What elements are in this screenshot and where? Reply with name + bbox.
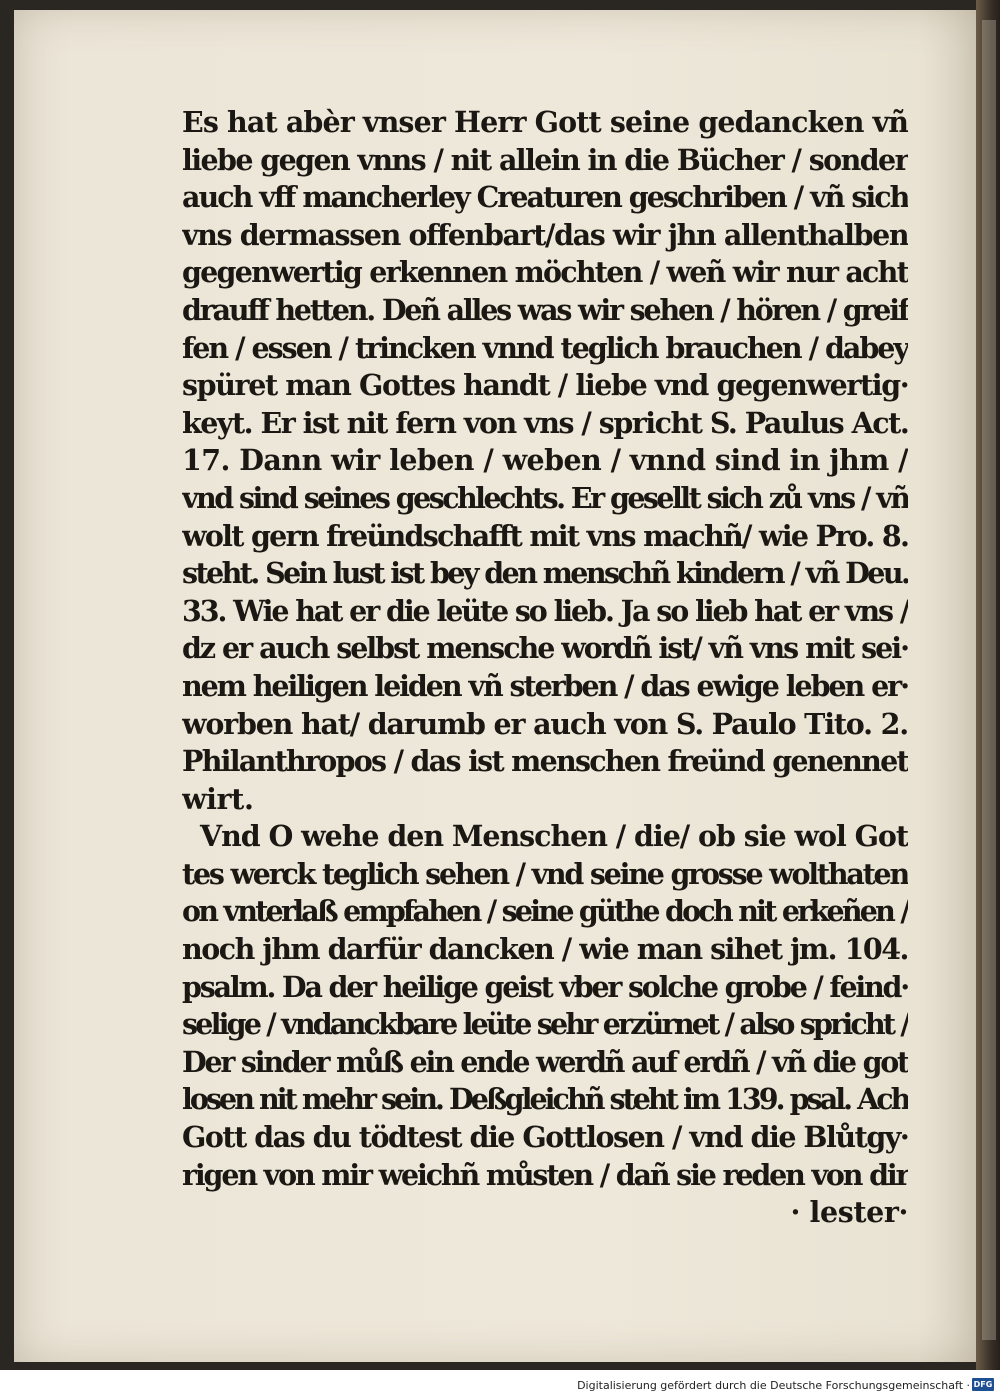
text-line: auch vff mancherley Creaturen geschriben / vñ sich xyxy=(182,180,908,215)
text-line: tes werck teglich sehen / vnd seine grosse wolthaten xyxy=(182,856,908,891)
text-line: wirt. xyxy=(182,781,254,816)
text-line: nem heiligen leiden vñ sterben / das ewige leben er· xyxy=(182,668,908,703)
text-line: Philanthropos / das ist menschen freünd genennet xyxy=(182,744,908,779)
text-line: liebe gegen vnns / nit allein in die Bücher / sonder xyxy=(182,142,908,177)
text-line: losen nit mehr sein. Deßgleichñ steht im 139. psal. Ach xyxy=(182,1082,908,1117)
text-line: fen / essen / trincken vnnd teglich brauchen / dabey xyxy=(182,330,908,365)
text-line: spüret man Gottes handt / liebe vnd gegenwertig· xyxy=(182,368,908,403)
text-line: steht. Sein lust ist bey den menschñ kindern / vñ Deu. xyxy=(182,556,908,591)
text-line: Es hat abèr vnser Herr Gott seine gedancken vñ xyxy=(182,105,908,139)
digitization-credit: Digitalisierung gefördert durch die Deutsche Forschungsgemeinschaft · xyxy=(577,1379,970,1392)
page-text xyxy=(182,104,908,1232)
text-line: rigen von mir weichñ můsten / dañ sie reden von dir xyxy=(182,1157,908,1192)
text-line: wolt gern freündschafft mit vns machñ/ wie Pro. 8. xyxy=(182,518,908,553)
text-line: gegenwertig erkennen möchten / weñ wir nur acht xyxy=(182,255,908,290)
text-line: keyt. Er ist nit fern von vns / spricht S. Paulus Act. xyxy=(182,405,908,440)
text-line: 33. Wie hat er die leüte so lieb. Ja so lieb hat er vns / xyxy=(182,593,908,628)
text-line: worben hat/ darumb er auch von S. Paulo Tito. 2. xyxy=(182,706,908,741)
text-line: selige / vndanckbare leüte sehr erzürnet / also spricht / xyxy=(182,1007,908,1042)
catchword: · lester· xyxy=(790,1195,908,1230)
text-line: vnd sind seines geschlechts. Er gesellt sich zů vns / vñ xyxy=(182,480,908,515)
adjacent-page-strip xyxy=(982,20,996,1340)
text-line: on vnterlaß empfahen / seine güthe doch nit erkeñen / xyxy=(182,894,908,929)
paragraph-start-line: Vnd O wehe den Menschen / die/ ob sie wol Got xyxy=(200,819,908,854)
dfg-logo: DFG xyxy=(973,1380,993,1389)
text-line: dz er auch selbst mensche wordñ ist/ vñ vns mit sei· xyxy=(182,631,908,666)
text-line: psalm. Da der heilige geist vber solche grobe / feind· xyxy=(182,969,908,1004)
text-line: vns dermassen offenbart/das wir jhn allenthalben xyxy=(182,217,908,252)
text-line: Der sinder můß ein ende werdñ auf erdñ / vñ die got xyxy=(182,1044,908,1079)
text-line: 17. Dann wir leben / weben / vnnd sind in jhm / xyxy=(182,443,908,478)
text-line: drauff hetten. Deñ alles was wir sehen / hören / greif xyxy=(182,292,908,327)
text-line: Gott das du tödtest die Gottlosen / vnd die Blůtgy· xyxy=(182,1120,908,1155)
text-line: noch jhm darfür dancken / wie man sihet jm. 104. xyxy=(182,932,908,967)
